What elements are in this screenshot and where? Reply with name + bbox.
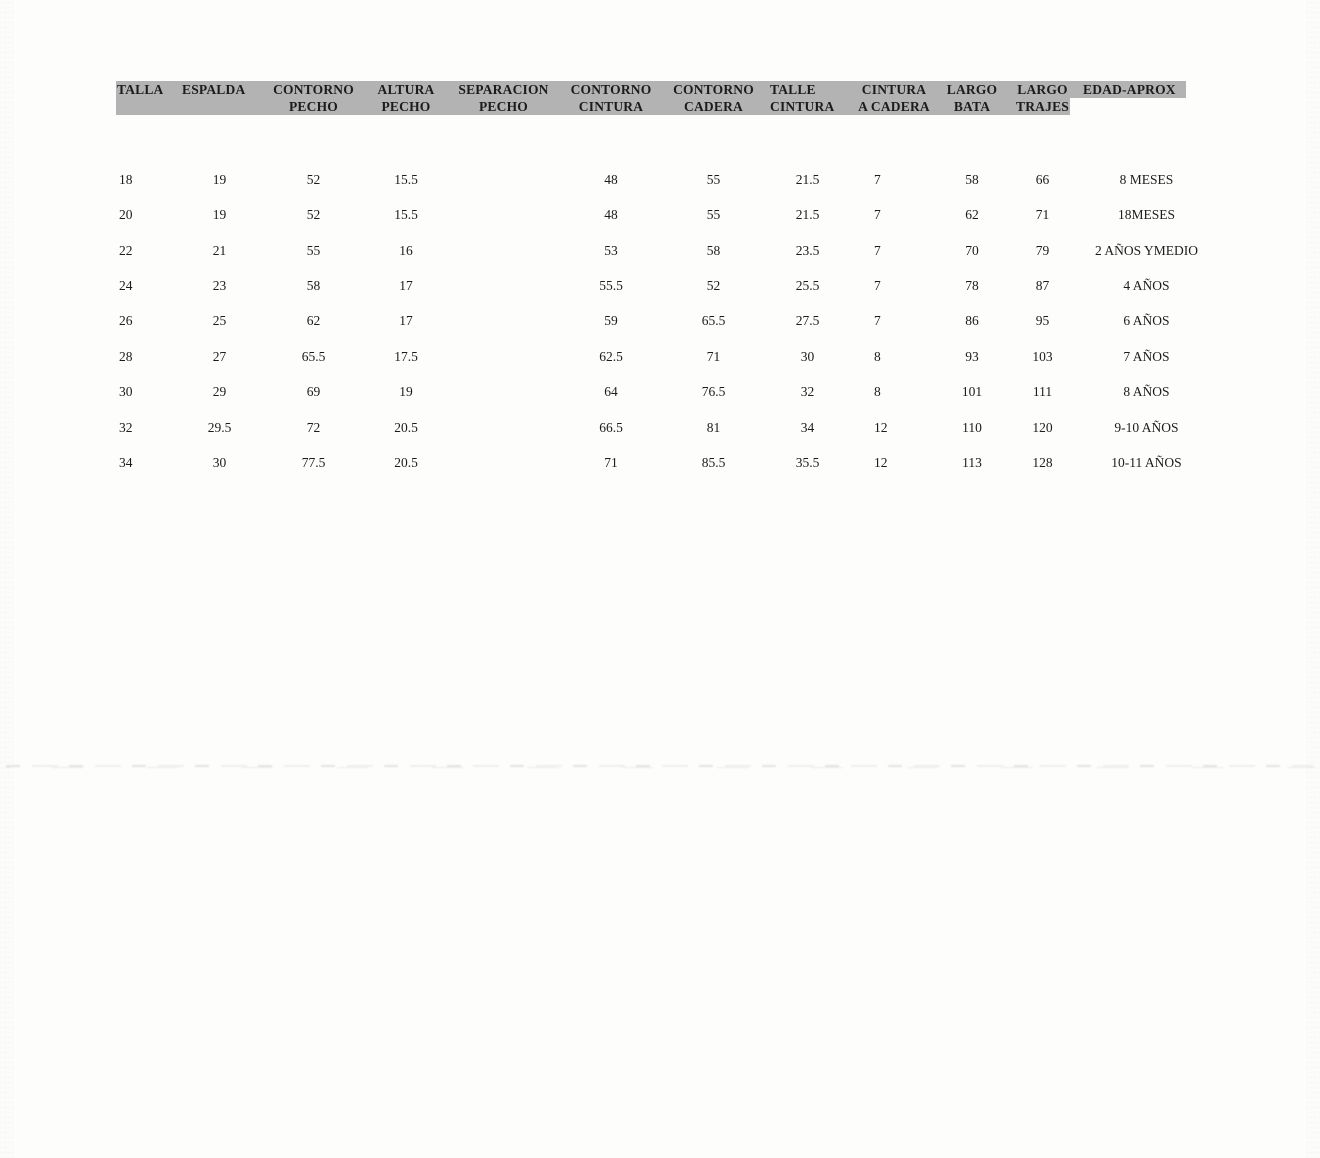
table-cell-talle-cintura: 32 <box>800 384 815 400</box>
table-cell-cintura-a-cadera: 7 <box>874 278 881 294</box>
table-cell-contorno-cintura: 48 <box>604 207 618 223</box>
table-cell-cintura-a-cadera: 12 <box>874 419 888 435</box>
table-cell-largo-bata: 93 <box>965 348 979 364</box>
column-header-line2 <box>117 98 177 115</box>
table-cell-talla: 22 <box>119 242 133 258</box>
table-row <box>117 446 1214 481</box>
table-cell-largo-trajes: 120 <box>1032 419 1053 435</box>
column-header-line2: PECHO <box>478 99 528 114</box>
table-cell-talla: 18 <box>119 171 133 187</box>
column-header-line1: TALLE <box>770 82 816 97</box>
table-row <box>117 197 1214 232</box>
table-cell-contorno-cadera: 52 <box>706 278 721 294</box>
table-cell-largo-bata: 62 <box>965 207 979 223</box>
column-header-line2: PECHO <box>381 99 431 114</box>
table-cell-edad-aprox: 2 AÑOS YMEDIO <box>1094 242 1198 258</box>
table-cell-altura-pecho: 19 <box>399 384 413 400</box>
table-row <box>117 268 1214 303</box>
table-cell-altura-pecho: 20.5 <box>394 419 418 435</box>
table-cell-contorno-cintura: 55.5 <box>599 278 623 294</box>
column-header-line2: CINTURA <box>578 99 644 114</box>
column-header-line2: BATA <box>953 99 991 114</box>
table-cell-espalda: 30 <box>212 455 227 471</box>
scan-edge-noise-right <box>1307 0 1320 1158</box>
table-cell-talla: 32 <box>119 419 133 435</box>
table-cell-cintura-a-cadera: 8 <box>874 348 881 364</box>
table-cell-talle-cintura: 25.5 <box>795 278 820 294</box>
table-cell-talle-cintura: 27.5 <box>795 313 820 329</box>
scan-crease-line <box>6 763 1314 769</box>
table-cell-largo-trajes: 71 <box>1035 207 1050 223</box>
table-cell-espalda: 23 <box>212 278 227 294</box>
table-cell-largo-bata: 78 <box>965 278 979 294</box>
table-cell-edad-aprox: 8 MESES <box>1119 171 1174 187</box>
table-cell-edad-aprox: 6 AÑOS <box>1123 313 1170 329</box>
table-cell-contorno-cintura: 66.5 <box>599 419 623 435</box>
table-cell-contorno-pecho: 58 <box>306 278 321 294</box>
column-header-line1: CONTORNO <box>570 82 652 97</box>
table-cell-edad-aprox: 18MESES <box>1117 207 1175 223</box>
column-header-line1: CINTURA <box>861 82 927 97</box>
table-cell-contorno-cintura: 48 <box>604 171 618 187</box>
table-cell-largo-trajes: 66 <box>1035 171 1050 187</box>
column-header-line1: ESPALDA <box>182 82 246 97</box>
table-cell-largo-bata: 101 <box>961 384 983 400</box>
table-cell-contorno-cintura: 62.5 <box>599 348 623 364</box>
table-cell-talle-cintura: 30 <box>800 348 815 364</box>
table-cell-largo-bata: 70 <box>965 242 979 258</box>
table-cell-largo-trajes: 111 <box>1032 384 1053 400</box>
column-header-line2: PECHO <box>288 99 338 114</box>
table-cell-largo-bata: 110 <box>962 419 982 435</box>
table-row <box>117 410 1214 445</box>
table-cell-contorno-cadera: 55 <box>706 171 721 187</box>
table-cell-largo-bata: 113 <box>962 455 982 471</box>
table-cell-edad-aprox: 4 AÑOS <box>1123 278 1170 294</box>
table-cell-talle-cintura: 23.5 <box>795 242 820 258</box>
table-cell-edad-aprox: 10-11 AÑOS <box>1111 455 1182 471</box>
table-cell-contorno-cadera: 81 <box>706 419 721 435</box>
table-cell-contorno-cintura: 53 <box>604 242 618 258</box>
column-header-contorno-pecho <box>262 81 365 115</box>
table-cell-talle-cintura: 35.5 <box>795 455 820 471</box>
table-cell-largo-trajes: 79 <box>1035 242 1050 258</box>
table-row <box>117 375 1214 410</box>
column-header-talle-cintura <box>765 81 850 115</box>
table-cell-talla: 30 <box>119 384 133 400</box>
column-header-contorno-cadera <box>662 81 765 115</box>
table-cell-talle-cintura: 21.5 <box>795 207 820 223</box>
table-row <box>117 233 1214 268</box>
column-header-line1: LARGO <box>1017 82 1068 97</box>
column-header-line1: SEPARACION <box>458 82 549 97</box>
table-cell-espalda: 29 <box>212 384 227 400</box>
table-cell-contorno-cintura: 59 <box>604 313 618 329</box>
table-cell-talla: 28 <box>119 348 133 364</box>
table-cell-largo-bata: 58 <box>965 171 979 187</box>
table-cell-contorno-cadera: 76.5 <box>701 384 726 400</box>
size-chart-table <box>117 162 1214 481</box>
column-header-contorno-cintura <box>560 81 662 115</box>
table-cell-edad-aprox: 8 AÑOS <box>1123 384 1170 400</box>
table-cell-altura-pecho: 16 <box>399 242 413 258</box>
table-cell-largo-trajes: 128 <box>1032 455 1053 471</box>
table-cell-contorno-pecho: 52 <box>306 207 321 223</box>
table-cell-contorno-pecho: 55 <box>306 242 321 258</box>
table-row <box>117 304 1214 339</box>
table-cell-altura-pecho: 17 <box>399 313 413 329</box>
table-cell-cintura-a-cadera: 7 <box>874 313 881 329</box>
column-header-line1: LARGO <box>946 82 998 97</box>
table-row <box>117 339 1214 374</box>
table-cell-espalda: 25 <box>212 313 227 329</box>
table-cell-espalda: 21 <box>212 242 227 258</box>
column-header-altura-pecho <box>365 81 447 115</box>
table-cell-espalda: 19 <box>212 171 227 187</box>
column-header-espalda <box>177 81 262 115</box>
column-header-line2 <box>182 98 262 115</box>
table-cell-contorno-cintura: 71 <box>604 455 618 471</box>
table-cell-contorno-cadera: 58 <box>706 242 721 258</box>
table-cell-contorno-pecho: 72 <box>306 419 321 435</box>
table-cell-contorno-pecho: 62 <box>306 313 321 329</box>
table-cell-contorno-cadera: 85.5 <box>701 455 726 471</box>
table-cell-talle-cintura: 34 <box>800 419 815 435</box>
column-header-largo-bata <box>938 81 1006 115</box>
table-cell-cintura-a-cadera: 7 <box>874 242 881 258</box>
column-header-line1: TALLA <box>117 82 164 97</box>
table-cell-contorno-pecho: 65.5 <box>301 348 326 364</box>
table-cell-contorno-pecho: 69 <box>306 384 321 400</box>
table-cell-talla: 34 <box>119 455 133 471</box>
table-cell-altura-pecho: 17.5 <box>394 348 418 364</box>
size-chart-header-row <box>117 81 1214 115</box>
table-cell-cintura-a-cadera: 7 <box>874 171 881 187</box>
table-cell-largo-trajes: 103 <box>1032 348 1053 364</box>
table-cell-talla: 20 <box>119 207 133 223</box>
table-cell-talla: 24 <box>119 278 133 294</box>
column-header-line2: TRAJES <box>1016 99 1069 114</box>
table-cell-espalda: 27 <box>212 348 227 364</box>
column-header-separacion-pecho <box>447 81 560 115</box>
table-cell-talla: 26 <box>119 313 133 329</box>
table-cell-contorno-cadera: 55 <box>706 207 721 223</box>
table-cell-largo-trajes: 95 <box>1035 313 1050 329</box>
column-header-line1: CONTORNO <box>673 82 754 97</box>
column-header-largo-trajes <box>1006 81 1079 115</box>
column-header-talla <box>117 81 177 115</box>
table-cell-contorno-cintura: 64 <box>604 384 618 400</box>
table-cell-contorno-cadera: 65.5 <box>701 313 726 329</box>
table-cell-cintura-a-cadera: 8 <box>874 384 881 400</box>
table-cell-cintura-a-cadera: 12 <box>874 455 888 471</box>
column-header-line1: CONTORNO <box>273 82 354 97</box>
table-cell-talle-cintura: 21.5 <box>795 171 820 187</box>
column-header-line2: A CADERA <box>858 99 930 114</box>
table-cell-altura-pecho: 15.5 <box>394 171 418 187</box>
table-cell-contorno-cadera: 71 <box>706 348 721 364</box>
table-cell-largo-bata: 86 <box>965 313 979 329</box>
table-cell-altura-pecho: 15.5 <box>394 207 418 223</box>
table-cell-espalda: 19 <box>212 207 227 223</box>
column-header-line2: CADERA <box>684 99 743 114</box>
table-cell-cintura-a-cadera: 7 <box>874 207 881 223</box>
table-cell-altura-pecho: 17 <box>399 278 413 294</box>
table-row <box>117 162 1214 197</box>
table-cell-altura-pecho: 20.5 <box>394 455 418 471</box>
table-cell-largo-trajes: 87 <box>1035 278 1050 294</box>
table-cell-edad-aprox: 7 AÑOS <box>1123 348 1170 364</box>
table-cell-contorno-pecho: 77.5 <box>301 455 326 471</box>
column-header-edad-aprox <box>1079 81 1214 115</box>
scan-edge-noise-left <box>0 0 13 1158</box>
column-header-line1: EDAD-APROX <box>1083 82 1176 97</box>
column-header-line2 <box>1083 98 1214 115</box>
table-cell-contorno-pecho: 52 <box>306 171 321 187</box>
table-cell-espalda: 29.5 <box>207 419 232 435</box>
column-header-line2: CINTURA <box>770 99 835 114</box>
column-header-line1: ALTURA <box>377 82 435 97</box>
column-header-cintura-a-cadera <box>850 81 938 115</box>
table-cell-edad-aprox: 9-10 AÑOS <box>1114 419 1179 435</box>
